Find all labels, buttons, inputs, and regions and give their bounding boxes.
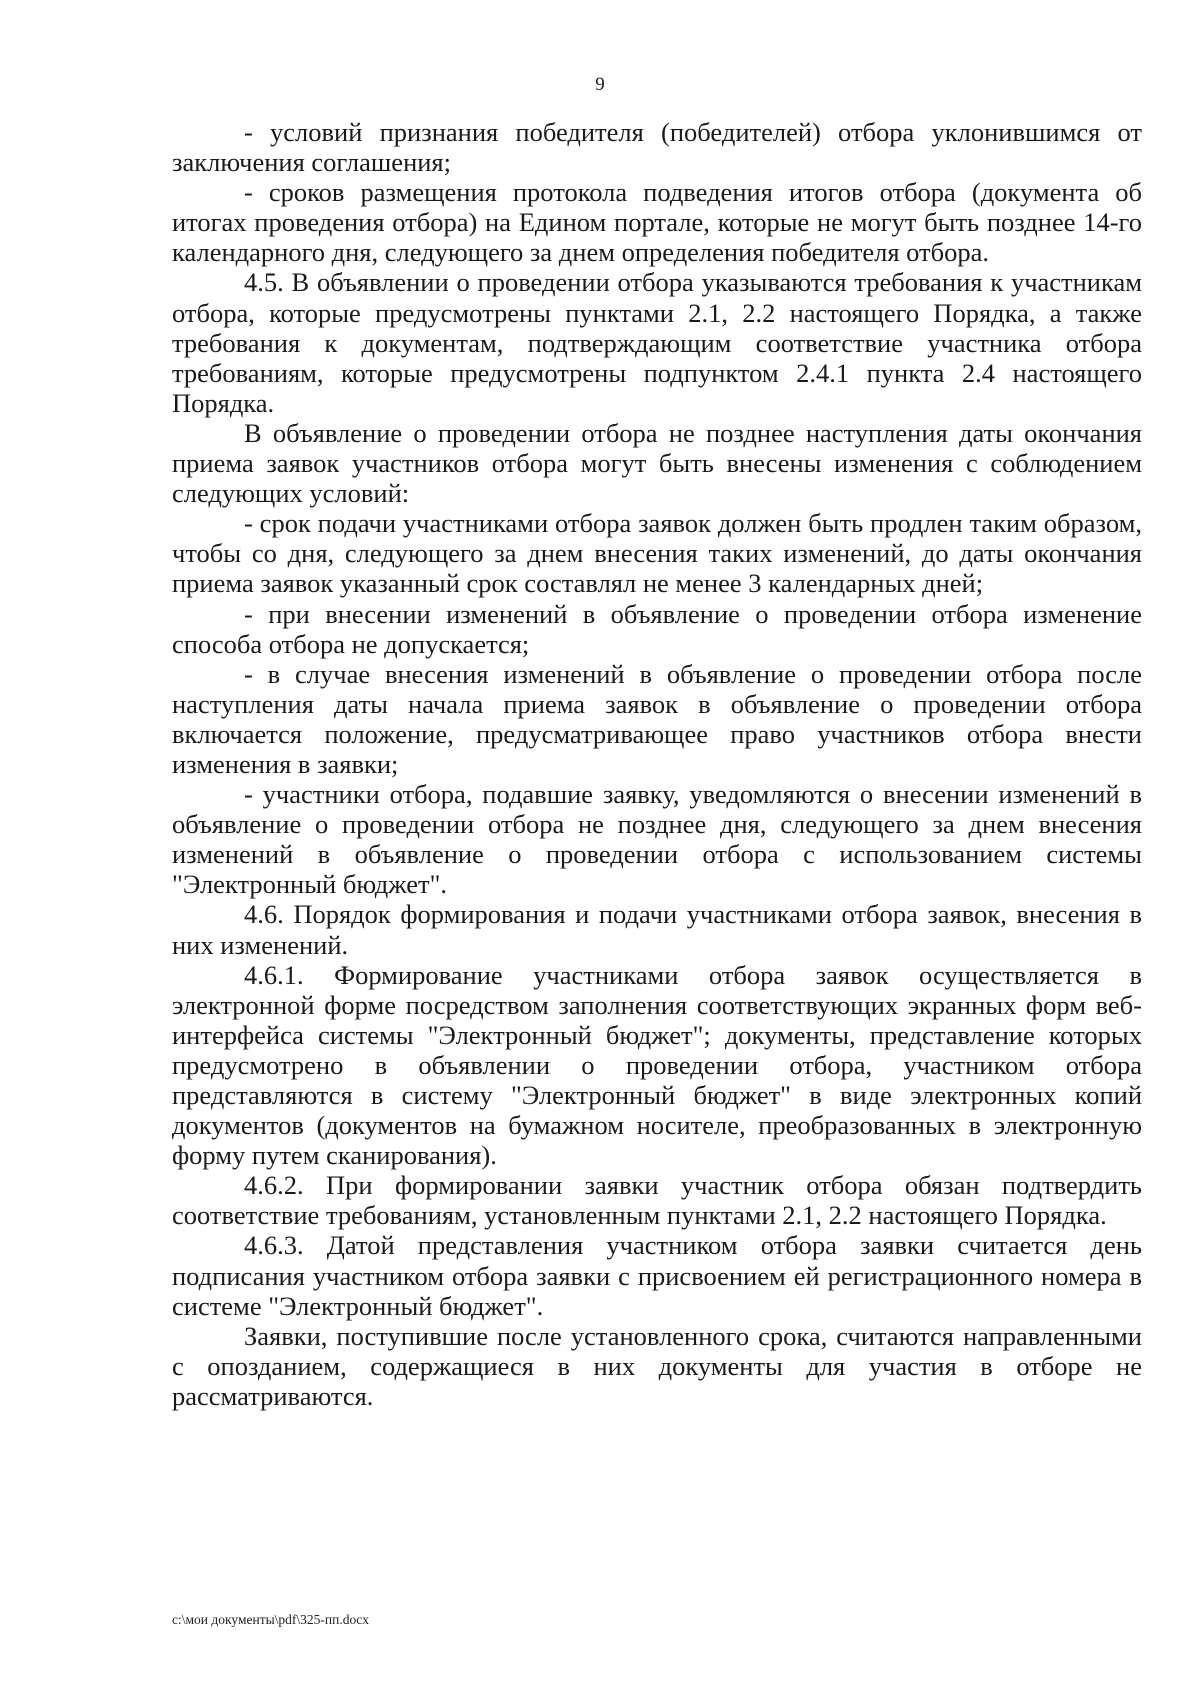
paragraph-4-6-1-electronic-form: 4.6.1. Формирование участниками отбора заявок осуществляется в электронной форме посредством заполнения соответствующих экранных форм веб-интерфейса системы "Электронный бюджет"; документы, представление которых предусмотрено в объявлении о проведении отбора, участником отбора представляются в систему "Электронный бюджет" в виде электронных копий документов (документов на бумажном носителе, преобразованных в электронную форму путем сканирования). bbox=[172, 959, 1142, 1171]
paragraph-late-applications: Заявки, поступившие после установленного срока, считаются направленными с опозданием, содержащиеся в них документы для участия в отборе не рассматриваются. bbox=[172, 1320, 1142, 1411]
paragraph-right-to-amend: - в случае внесения изменений в объявление о проведении отбора после наступления даты начала приема заявок в объявление о проведении отбора включается положение, предусматривающее право участников отбора внести изменения в заявки; bbox=[172, 658, 1142, 779]
footer-file-path: c:\мои документы\pdf\325-пп.docx bbox=[172, 1612, 369, 1627]
document-body bbox=[172, 117, 1142, 1411]
paragraph-4-6-2-confirmation: 4.6.2. При формировании заявки участник отбора обязан подтвердить соответствие требованиям, установленным пунктами 2.1, 2.2 настоящего Порядка. bbox=[172, 1170, 1142, 1231]
paragraph-4-6-procedure: 4.6. Порядок формирования и подачи участниками отбора заявок, внесения в них изменений. bbox=[172, 899, 1142, 960]
paragraph-method-unchanged: - при внесении изменений в объявление о проведении отбора изменение способа отбора не допускается; bbox=[172, 598, 1142, 659]
paragraph-4-6-3-submission-date: 4.6.3. Датой представления участником отбора заявки считается день подписания участником отбора заявки с присвоением ей регистрационного номера в системе "Электронный бюджет". bbox=[172, 1230, 1142, 1321]
paragraph-deadline-extension: - срок подачи участниками отбора заявок должен быть продлен таким образом, чтобы со дня, следующего за днем внесения таких изменений, до даты окончания приема заявок указанный срок составлял не менее 3 календарных дней; bbox=[172, 508, 1142, 599]
paragraph-condition-evasion: - условий признания победителя (победителей) отбора уклонившимся от заключения соглашения; bbox=[172, 117, 1142, 178]
paragraph-protocol-deadline: - сроков размещения протокола подведения итогов отбора (документа об итогах проведения отбора) на Едином портале, которые не могут быть позднее 14-го календарного дня, следующего за днем определения победителя отбора. bbox=[172, 177, 1142, 268]
paragraph-4-5-requirements: 4.5. В объявлении о проведении отбора указываются требования к участникам отбора, которые предусмотрены пунктами 2.1, 2.2 настоящего Порядка, а также требования к документам, подтверждающим соответствие участника отбора требованиям, которые предусмотрены подпунктом 2.4.1 пункта 2.4 настоящего Порядка. bbox=[172, 267, 1142, 418]
paragraph-announcement-changes: В объявление о проведении отбора не позднее наступления даты окончания приема заявок участников отбора могут быть внесены изменения с соблюдением следующих условий: bbox=[172, 417, 1142, 509]
paragraph-participants-notified: - участники отбора, подавшие заявку, уведомляются о внесении изменений в объявление о проведении отбора не позднее дня, следующего за днем внесения изменений в объявление о проведении отбора с использованием системы "Электронный бюджет". bbox=[172, 779, 1142, 900]
page-number: 9 bbox=[595, 74, 605, 95]
